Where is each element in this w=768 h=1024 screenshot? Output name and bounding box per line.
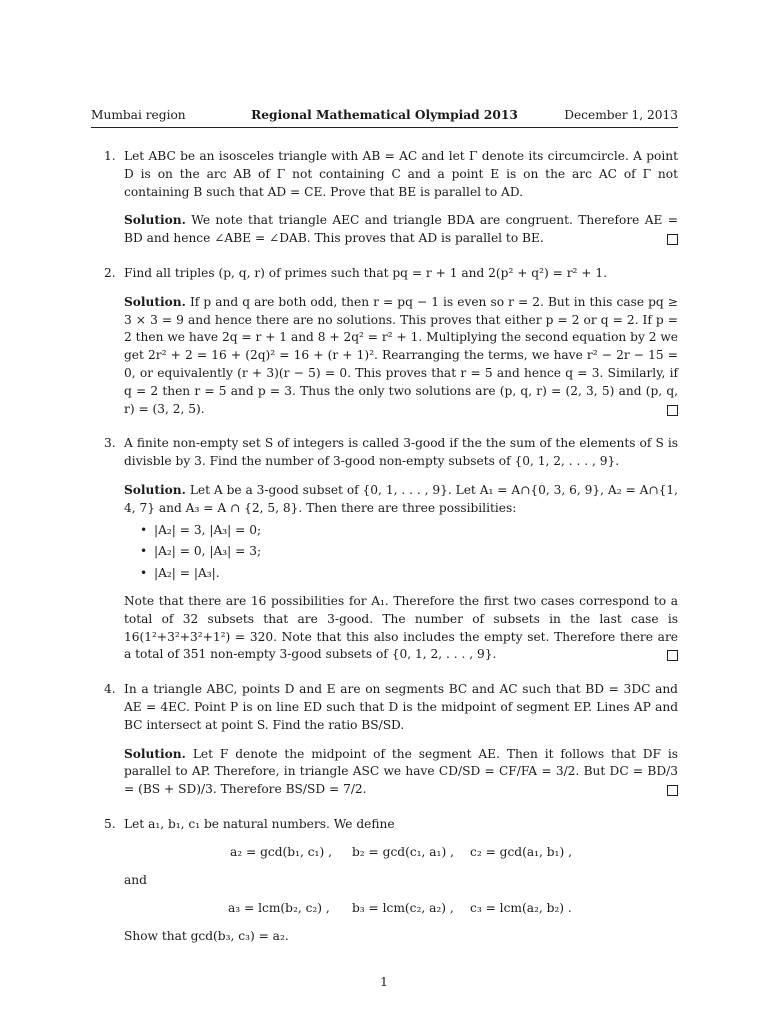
problem-statement: Let ABC be an isosceles triangle with AB = AC and let Γ denote its circumcircle. A point D is on the arc AB of Γ not containing C and a point E is on the arc AC of Γ not containing B such that AD = CE. Prove that BE is parallel to AD. — [124, 149, 678, 199]
page-number: 1 — [380, 975, 388, 989]
problem-1 — [91, 148, 678, 248]
equation: a₃ = lcm(b₂, c₂) , — [228, 900, 330, 915]
solution-label: Solution. — [124, 746, 186, 761]
solution-text: Note that there are 16 possibilities for A₁. Therefore the first two cases correspond to a total of 32 subsets that are 3-good. The number of subsets in the last case is 16(1²+3²+3²+1²) = 320. Note that this also includes the empty set. Therefore there are a total of 351 non-empty 3-good subsets of {0, 1, 2, . . . , 9}. — [124, 593, 678, 662]
solution-continuation — [124, 593, 678, 664]
solution-label: Solution. — [124, 482, 186, 497]
problem-number: 1. — [104, 149, 116, 163]
header-region: Mumbai region — [91, 108, 186, 122]
solution — [124, 294, 678, 419]
qed-square-icon — [667, 405, 678, 416]
list-item: • |A₂| = 0, |A₃| = 3; — [140, 543, 678, 561]
solution-text: Let F denote the midpoint of the segment AE. Then it follows that DF is parallel to AP. Therefore, in triangle ASC we have CD/SD = CF/FA = 3/2. But DC = BD/3 = (BS + SD)/3. Therefore BS/SD = 7/2. — [124, 746, 679, 797]
problem-2 — [91, 265, 678, 418]
problem-statement: A finite non-empty set S of integers is called 3-good if the the sum of the elements of S is divisble by 3. Find the number of 3-good non-empty subsets of {0, 1, 2, . . . , 9}. — [124, 436, 678, 469]
solution-text: We note that triangle AEC and triangle BDA are congruent. Therefore AE = BD and hence ∠ABE = ∠DAB. This proves that AD is parallel to BE. — [124, 213, 678, 246]
problem-statement: In a triangle ABC, points D and E are on segments BC and AC such that BD = 3DC and AE = 4EC. Point P is on line ED such that D is the midpoint of segment EP. Lines AP and BC intersect at point S. Find the ratio BS/SD. — [124, 682, 678, 732]
equation: c₃ = lcm(a₂, b₂) . — [470, 900, 572, 915]
equation: c₂ = gcd(a₁, b₁) , — [470, 844, 572, 859]
qed-square-icon — [667, 650, 678, 661]
problem-statement: Let a₁, b₁, c₁ be natural numbers. We define — [124, 816, 395, 831]
solution — [124, 482, 678, 518]
problem-statement: Find all triples (p, q, r) of primes such that pq = r + 1 and 2(p² + q²) = r² + 1. — [124, 265, 607, 280]
problem-list — [91, 148, 678, 945]
header-date: December 1, 2013 — [564, 108, 678, 122]
closing-statement: Show that gcd(b₃, c₃) = a₂. — [124, 928, 289, 943]
connector-text: and — [124, 872, 147, 887]
equation: b₃ = lcm(c₂, a₂) , — [352, 900, 454, 915]
problem-number: 3. — [104, 436, 116, 451]
solution-label: Solution. — [124, 294, 186, 309]
header-title: Regional Mathematical Olympiad 2013 — [251, 108, 518, 122]
problem-4 — [91, 681, 678, 799]
solution-text: If p and q are both odd, then r = pq − 1 is even so r = 2. But in this case pq ≥ 3 × 3 = 9 and hence there are no solutions. This proves that either p = 2 or q = 2. If p = 2 then we have 2q = r + 1 and 8 + 2q² = r² + 1. Multiplying the second equation by 2 we get 2r² + 2 = 16 + (2q)² = 16 + (r + 1)². Rearranging the terms, we have r² − 2r − 15 = 0, or equivalently (r + 3)(r − 5) = 0. This proves that r = 5 and hence q = 3. Similarly, if q = 2 then r = 5 and p = 3. Thus the only two solutions are (p, q, r) = (2, 3, 5) and (p, q, r) = (3, 2, 5). — [124, 294, 678, 416]
problem-3 — [91, 435, 678, 664]
equation: a₂ = gcd(b₁, c₁) , — [230, 844, 332, 859]
case-list — [124, 522, 678, 583]
equation-row-2 — [124, 900, 678, 918]
qed-square-icon — [667, 234, 678, 245]
page-header — [91, 108, 678, 126]
solution — [124, 746, 678, 799]
list-item: • |A₂| = |A₃|. — [140, 565, 678, 583]
header-rule — [91, 127, 678, 128]
qed-square-icon — [667, 785, 678, 796]
solution-text: Let A be a 3-good subset of {0, 1, . . . , 9}. Let A₁ = A∩{0, 3, 6, 9}, A₂ = A∩{1, 4, 7} and A₃ = A ∩ {2, 5, 8}. Then there are three possibilities: — [124, 482, 678, 515]
equation-row-1 — [124, 844, 678, 862]
list-item: • |A₂| = 3, |A₃| = 0; — [140, 522, 678, 540]
problem-5 — [91, 816, 678, 945]
solution-label: Solution. — [124, 213, 186, 228]
solution — [124, 212, 678, 248]
equation: b₂ = gcd(c₁, a₁) , — [352, 844, 454, 859]
problem-number: 2. — [104, 265, 116, 280]
problem-number: 5. — [104, 816, 116, 831]
problem-number: 4. — [104, 682, 116, 697]
